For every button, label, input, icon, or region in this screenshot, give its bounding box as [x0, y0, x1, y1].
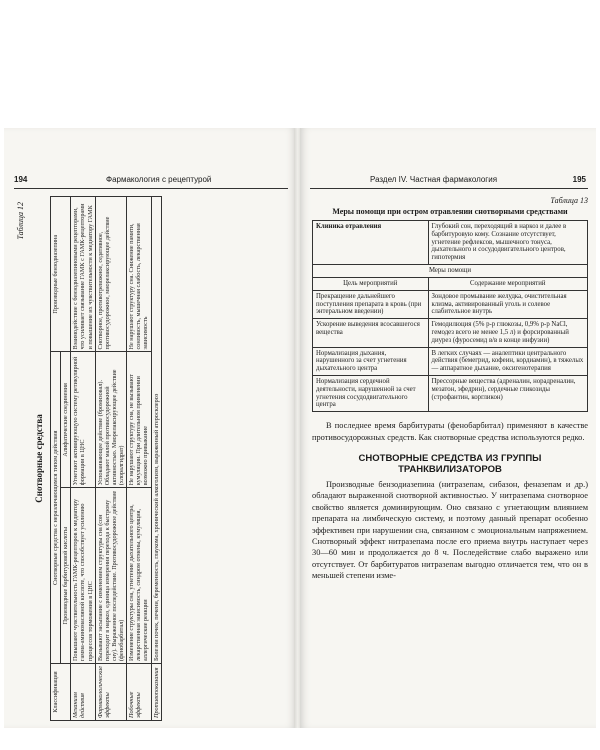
- measure-content: Зондовое промывание желудка, очистительная клизма, активированный уголь и солевое слабительное внутрь: [428, 290, 588, 318]
- measure-goal: Ускорение выведения всосавшегося вещества: [313, 319, 429, 347]
- left-running-head: [14, 174, 288, 189]
- cell-barbiturates: Изменение структуры сна, угнетение дыхательного центра, лекарственная зависимость, синдром отмены, кумуляция, аллергические реакции: [127, 488, 151, 664]
- right-page: [300, 128, 596, 728]
- table-row: [313, 290, 588, 318]
- row-label: Механизм действия: [71, 664, 95, 721]
- col-benzo: Производные бензодиазепина: [51, 197, 71, 353]
- row-label: Побочные эффекты: [127, 664, 151, 721]
- cell-benzo: Взаимодействие с бензодиазепиновыми рецепторами, что усиливает связывание ГАМК с ГАМК-рецепторами и повышение их чувствительности к медиатору ГАМК: [71, 197, 95, 353]
- col-group-header: Снотворные средства с неразличающимся типом действия: [51, 352, 61, 664]
- right-page-number: 195: [572, 175, 586, 184]
- table-row: [95, 197, 127, 721]
- book-spread: [0, 128, 600, 728]
- table-row: [313, 319, 588, 347]
- cell-aliphatic: Успокаивающее действие (бромизовал). Обладают малой противосудорожной активностью. Миорелаксирующее действие (хлоралгидрат): [95, 352, 127, 488]
- left-page: [4, 128, 296, 728]
- paragraph-benzodiazepines: Производные бензодиазепина (нитразепам, сибазон, феназепам и др.) обладают выраженной снотворной активностью. У нитразепама снотворное свойство является доминирующим. Оно связано с угнетающим влиянием препарата на лимбическую систему, и поэтому данный препарат особенно эффективен при нарушении сна, связанном с эмоциональным напряжением. Снотворный эффект нитразепама после его приема внутрь наступает через 30—60 мин и продолжается до 8 ч. Последействие слабо выражено или отсутствует. От барбитуратов нитразепам выгодно отличается тем, что он в меньшей степени изме-: [312, 479, 588, 581]
- rotated-table-holder: [16, 196, 288, 721]
- table-13-title: Меры помощи при остром отравлении снотворными средствами: [332, 207, 568, 216]
- measure-content: В легких случаях — аналептики центрального действия (бемегрид, кофеин, кордиамин), в тяжелых — аппаратное дыхание, оксигенотерапия: [428, 347, 588, 375]
- table-row: [71, 197, 95, 721]
- cell-barbiturates: Повышают чувствительность ГАМК-рецепторов к медиатору гамма-аминомасляной кислоте, что способствует усилению процессов торможения в ЦНС: [71, 488, 95, 664]
- table-row: [313, 265, 588, 278]
- measures-label: Меры помощи: [313, 265, 588, 278]
- table-12: [50, 196, 162, 721]
- rotated-table-block: [16, 196, 288, 721]
- col-barbiturates: Производные барбитуровой кислоты: [61, 488, 71, 664]
- table-row: [313, 376, 588, 412]
- measure-goal: Прекращение дальнейшего поступления препарата в кровь (при энтеральном введении): [313, 290, 429, 318]
- table-row: [313, 221, 588, 265]
- cell-contraindications: Болезни почек, печени, беременность, глаукома, хронический алкоголизм, выраженный атеросклероз: [151, 197, 161, 664]
- section-title: СНОТВОРНЫЕ СРЕДСТВА ИЗ ГРУППЫ ТРАНКВИЛИЗАТОРОВ: [358, 452, 542, 475]
- right-running-head: [310, 174, 588, 189]
- measure-goal: Нормализация сердечной деятельности, нарушенной за счет угнетения сосудодвигательного центра: [313, 376, 429, 412]
- cell-aliphatic: Не нарушают структуру сна, не вызывают кумуляции. При длительном применении возможно привыкание: [127, 352, 151, 488]
- table-header-row: [313, 277, 588, 290]
- left-page-number: 194: [14, 175, 28, 184]
- col-goal: Цель мероприятий: [313, 277, 429, 290]
- measure-content: Гемодилюция (5% р-р глюкозы, 0,9% р-р NaCl, гемодез всего не менее 1,5 л) и форсированный диурез (фуросемид в/в в конце инфузии): [428, 319, 588, 347]
- table-13: [312, 220, 588, 412]
- table-row: [151, 197, 161, 721]
- left-running-title: Фармакология с рецептурой: [106, 175, 212, 184]
- col-aliphatic: Алифатические соединения: [61, 352, 71, 488]
- cell-barbiturates: Вызывают засыпание с изменением структуры сна (сон переходит в наркоз, единица измерения перехода к быстрому сну). Выраженное последействие. Противосудорожное действие (фенобарбитал): [95, 488, 127, 664]
- col-content: Содержание мероприятий: [428, 277, 588, 290]
- clinic-text: Глубокий сон, переходящий в наркоз и далее в барбитуровую кому. Сознание отсутствует, угнетение рефлексов, мышечного тонуса, дыхательного и сосудодвигательного центров, гипотермия: [428, 221, 588, 265]
- measure-goal: Нормализация дыхания, нарушенного за счет угнетения дыхательного центра: [313, 347, 429, 375]
- paragraph-barbiturates: В последнее время барбитураты (фенобарбитал) применяют в качестве противосудорожных средств. Как снотворные средства используются редко.: [312, 421, 588, 442]
- cell-aliphatic: Угнетают активирующую систему ретикулярной формации в ЦНС: [71, 352, 95, 488]
- row-label: Фармакологические эффекты: [95, 664, 127, 721]
- cell-benzo: Снотворное, противотревожное, седативное, противосудорожное, миорелаксирующее действие: [95, 197, 127, 353]
- right-page-content: [312, 196, 588, 582]
- table-12-title: Снотворные средства: [34, 414, 44, 503]
- table-row: [313, 347, 588, 375]
- table-13-number: Таблица 13: [550, 196, 588, 205]
- table-header-row: [51, 197, 61, 721]
- row-label: Противопоказания: [151, 664, 161, 721]
- col-classification: Классификация: [51, 664, 71, 721]
- table-12-number: Таблица 12: [16, 202, 25, 240]
- cell-benzo: Не нарушают структуру сна. Снижение памяти, сонливость, мышечная слабость, лекарственная зависимость: [127, 197, 151, 353]
- table-row: [127, 197, 151, 721]
- measure-content: Прессорные вещества (адреналин, норадреналин, мезатон, эфедрин), сердечные гликозиды (строфантин, коргликон): [428, 376, 588, 412]
- clinic-label: Клиника отравления: [313, 221, 429, 265]
- right-running-title: Раздел IV. Частная фармакология: [370, 175, 498, 184]
